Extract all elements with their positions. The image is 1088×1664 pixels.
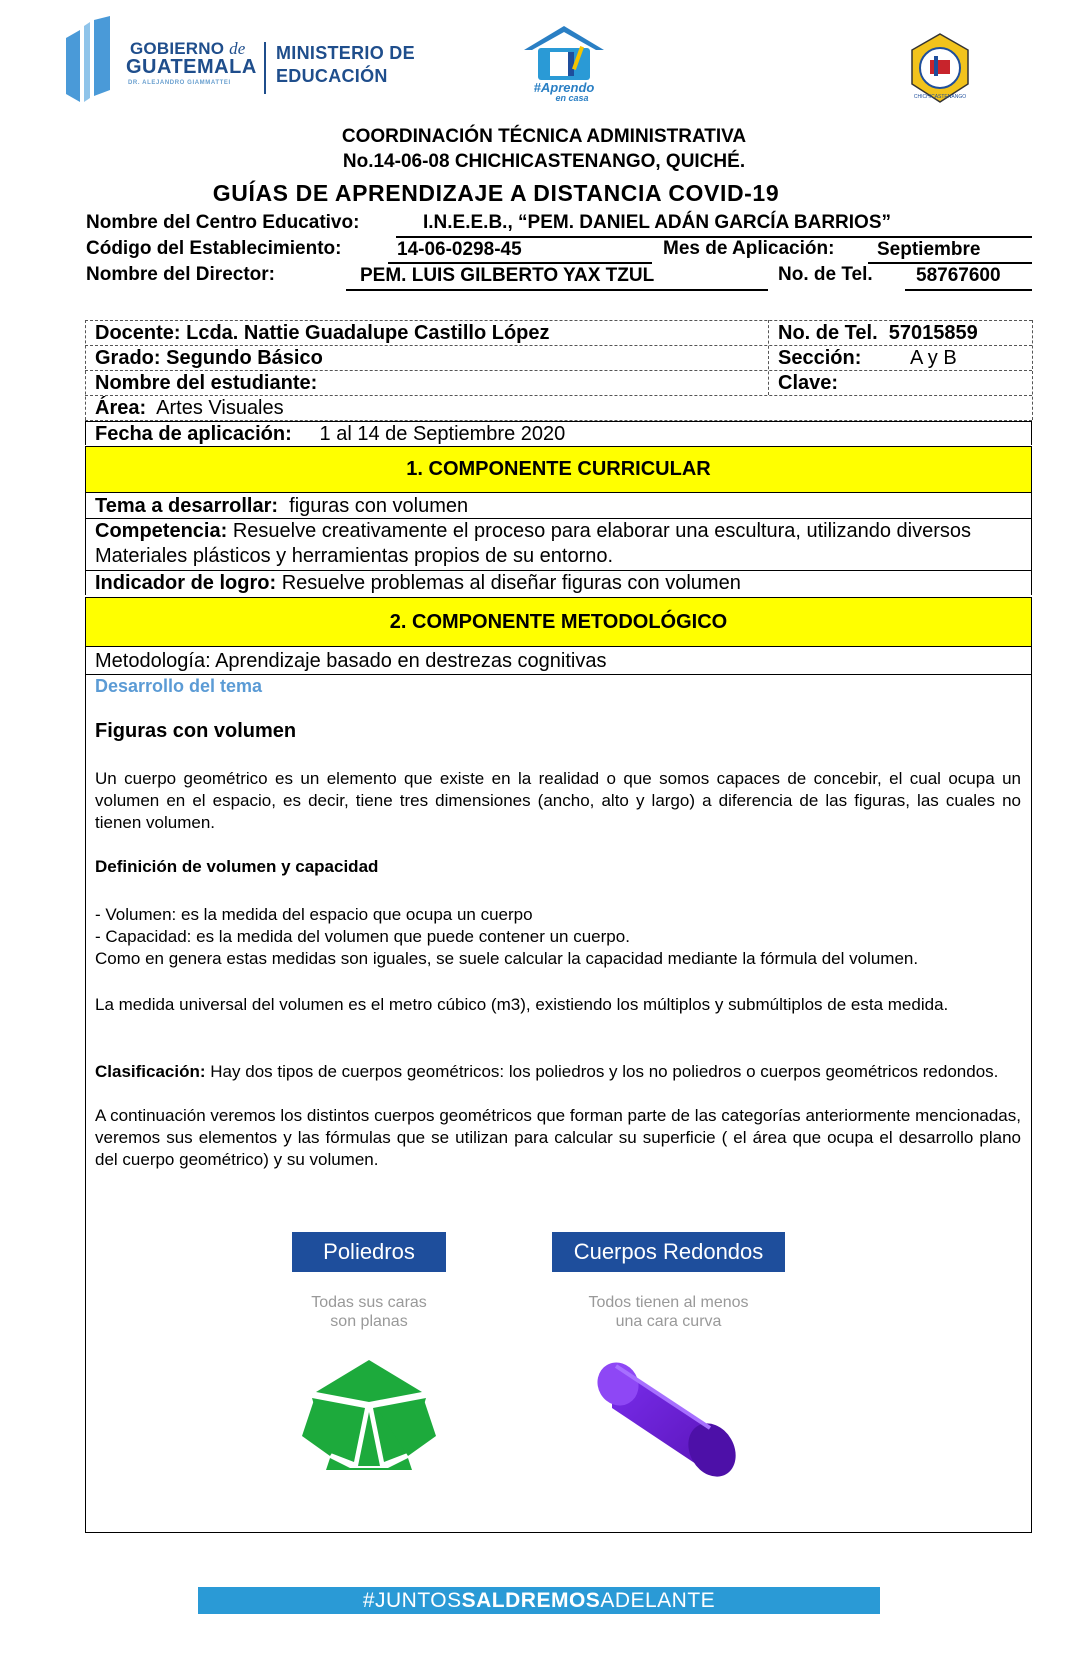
tel-value: 58767600	[916, 265, 1001, 286]
paragraph-intro: Un cuerpo geométrico es un elemento que existe en la realidad o que somos capaces de concebir, el cual ocupa un volumen en el espacio, es decir, tiene tres dimensiones (ancho, alto y largo) a diferencia de las figuras, las cuales no tienen volumen.	[95, 769, 1021, 832]
list-item: - Volumen: es la medida del espacio que ocupa un cuerpo	[95, 905, 533, 924]
coordination-title: COORDINACIÓN TÉCNICA ADMINISTRATIVA	[341, 126, 747, 147]
gov-logo-line1: GOBIERNO de	[130, 39, 246, 58]
col-border	[1031, 493, 1032, 595]
row-border	[85, 570, 1032, 571]
director-label: Nombre del Director:	[86, 264, 275, 285]
mes-value: Septiembre	[877, 239, 981, 260]
school-seal-icon	[906, 32, 974, 104]
svg-text:#Aprendo: #Aprendo	[533, 80, 595, 95]
row-border	[85, 395, 1032, 396]
paragraph-continuation: A continuación veremos los distintos cuerpos geométricos que forman parte de las categorías anteriormente mencionadas, veremos sus elementos y las fórmulas que se utilizan para calcular su superficie ( el área que ocupa el desarrollo plano del cuerpo geométrico) y su volumen.	[95, 1106, 1021, 1169]
aprendo-en-casa-logo-icon	[520, 24, 608, 102]
componente-curricular-header: 1. COMPONENTE CURRICULAR	[85, 446, 1032, 493]
polyhedron-icon	[300, 1358, 438, 1476]
mes-label: Mes de Aplicación:	[663, 238, 835, 259]
fecha: Fecha de aplicación: 1 al 14 de Septiembre 2020	[95, 423, 566, 445]
redondos-desc: Todos tienen al menos una cara curva	[588, 1294, 749, 1330]
redondos-box: Cuerpos Redondos	[552, 1232, 785, 1272]
guatemala-flag-icon	[66, 16, 110, 102]
mes-underline	[868, 262, 1032, 264]
estudiante: Nombre del estudiante:	[95, 372, 318, 394]
centro-value: I.N.E.E.B., “PEM. DANIEL ADÁN GARCÍA BARRIOS”	[423, 212, 891, 233]
cylinder-icon	[590, 1358, 742, 1480]
codigo-value: 14-06-0298-45	[397, 239, 522, 260]
svg-text:en casa: en casa	[555, 93, 589, 102]
ministry-logo: MINISTERIO DE EDUCACIÓN	[276, 43, 415, 86]
paragraph-units: La medida universal del volumen es el metro cúbico (m3), existiendo los múltiplos y submúltiplos de esta medida.	[95, 995, 949, 1014]
definition-heading: Definición de volumen y capacidad	[95, 857, 379, 876]
row-border	[85, 518, 1032, 519]
row-border	[85, 370, 1032, 371]
col-border	[85, 493, 86, 595]
row-border	[85, 674, 1032, 675]
section-heading: Figuras con volumen	[95, 720, 297, 742]
definition-list	[95, 904, 1021, 970]
poliedros-box: Poliedros	[292, 1232, 446, 1272]
grado: Grado: Segundo Básico	[95, 347, 323, 369]
row-border	[85, 345, 1032, 346]
clave: Clave:	[778, 372, 839, 394]
guide-title: GUÍAS DE APRENDIZAJE A DISTANCIA COVID-19	[212, 180, 780, 206]
col-border	[85, 320, 86, 420]
centro-label: Nombre del Centro Educativo:	[86, 212, 360, 233]
componente-metodologico-header: 2. COMPONENTE METODOLÓGICO	[85, 597, 1032, 647]
list-item: - Capacidad: es la medida del volumen que puede contener un cuerpo.	[95, 927, 630, 946]
codigo-label: Código del Establecimiento:	[86, 238, 342, 259]
tema: Tema a desarrollar: figuras con volumen	[95, 495, 469, 517]
gov-logo-line2: GUATEMALA	[126, 56, 257, 78]
poliedros-desc: Todas sus caras son planas	[311, 1294, 427, 1330]
svg-text:CHICHICASTENANGO: CHICHICASTENANGO	[913, 94, 967, 100]
col-border	[85, 647, 86, 1533]
gov-logo-line3: DR. ALEJANDRO GIAMMATTEI	[128, 80, 231, 86]
director-underline	[346, 289, 768, 291]
docente: Docente: Lcda. Nattie Guadalupe Castillo López	[95, 322, 550, 344]
col-border	[1032, 320, 1033, 420]
row-border	[85, 421, 1032, 422]
paragraph-classification: Clasificación: Hay dos tipos de cuerpos geométricos: los poliedros y los no poliedros o cuerpos geométricos redondos.	[95, 1062, 999, 1081]
tel-underline	[905, 289, 1032, 291]
col-border	[85, 421, 86, 445]
metodologia: Metodología: Aprendizaje basado en destrezas cognitivas	[95, 650, 607, 672]
coordination-number: No.14-06-08 CHICHICASTENANGO, QUICHÉ.	[342, 151, 746, 172]
row-border	[85, 320, 1032, 321]
docente-tel: No. de Tel. 57015859	[778, 322, 978, 344]
codigo-underline	[388, 262, 652, 264]
competencia-line2: Materiales plásticos y herramientas propios de su entorno.	[95, 545, 614, 567]
col-border	[1031, 421, 1032, 445]
logo-divider	[264, 42, 266, 94]
row-border	[85, 1532, 1032, 1533]
area: Área: Artes Visuales	[95, 397, 284, 419]
col-border	[768, 320, 769, 395]
list-item: Como en genera estas medidas son iguales, se suele calcular la capacidad mediante la fórmula del volumen.	[95, 949, 919, 968]
competencia: Competencia: Resuelve creativamente el proceso para elaborar una escultura, utilizando diversos	[95, 520, 971, 542]
tel-label: No. de Tel.	[778, 264, 873, 285]
seccion-value: A y B	[910, 347, 957, 369]
indicador: Indicador de logro: Resuelve problemas al diseñar figuras con volumen	[95, 572, 741, 594]
footer-banner: #JUNTOSSALDREMOSADELANTE	[198, 1587, 880, 1614]
director-value: PEM. LUIS GILBERTO YAX TZUL	[360, 265, 655, 286]
col-border	[1031, 647, 1032, 1533]
desarrollo-subtitle: Desarrollo del tema	[95, 676, 263, 696]
seccion-label: Sección:	[778, 347, 862, 369]
